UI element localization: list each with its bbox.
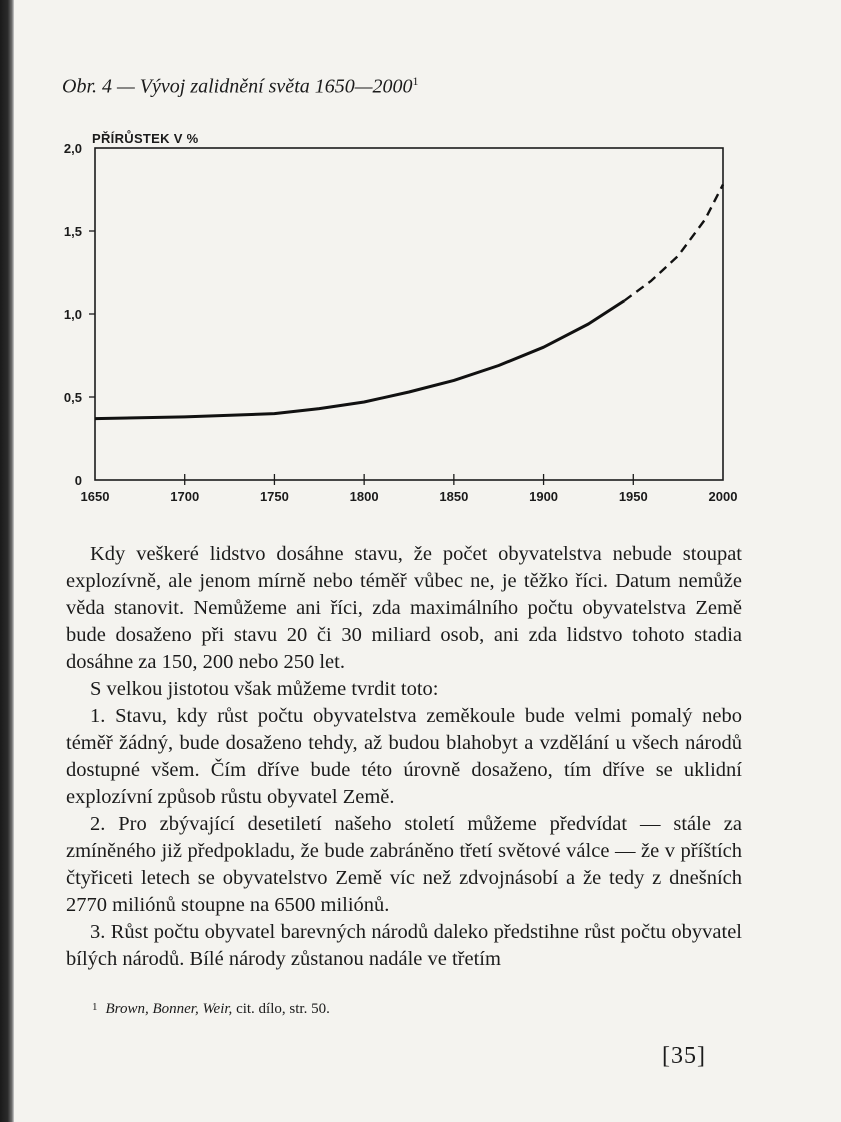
footnote-reference: 1	[412, 74, 419, 88]
footnote	[92, 1001, 330, 1018]
footnote-authors: Brown, Bonner, Weir,	[105, 1001, 233, 1017]
y-tick-label: 0	[74, 473, 82, 488]
x-tick-label: 1750	[259, 489, 289, 504]
x-tick-label: 2000	[708, 489, 738, 504]
footnote-source: cit. dílo, str. 50.	[232, 1001, 330, 1017]
x-tick-label: 1900	[529, 489, 559, 504]
page-number: [35]	[662, 1043, 706, 1069]
body-paragraph: 3. Růst počtu obyvatel barevných národů daleko předstihne růst počtu obyvatel bílých národů. Bílé národy zůstanou nadále ve třetím	[66, 921, 742, 970]
body-paragraph: S velkou jistotou však můžeme tvrdit toto:	[90, 678, 439, 700]
x-tick-label: 1650	[80, 489, 110, 504]
figure-caption	[62, 74, 662, 99]
body-paragraph: 2. Pro zbývající desetiletí našeho století můžeme předvídat — stále za zmíněného již předpokladu, že bude zabráněno třetí světové válce — že v příštích čtyřiceti letech se obyvatelstvo Země víc než zdvojnásobí a že tedy z dnešních 2770 miliónů stoupne na 6500 miliónů.	[66, 813, 742, 916]
figure-caption-text: Obr. 4 — Vývoj zalidnění světa 1650—2000	[62, 75, 413, 98]
population-growth-chart	[40, 138, 760, 518]
y-tick-label: 0,5	[63, 390, 82, 405]
y-tick-label: 1,0	[63, 307, 82, 322]
body-paragraph: Kdy veškeré lidstvo dosáhne stavu, že počet obyvatelstva nebude stoupat explozívně, ale jenom mírně nebo téměř vůbec ne, je těžko říci. Datum nemůže věda stanovit. Nemůžeme ani říci, zda maximálního počtu obyvatelstva Země bude dosaženo při stavu 20 či 30 miliard osob, ani zda lidstvo tohoto stadia dosáhne za 150, 200 nebo 250 let.	[66, 543, 742, 673]
plot-frame	[95, 148, 723, 480]
x-tick-label: 1950	[618, 489, 648, 504]
x-tick-label: 1850	[439, 489, 469, 504]
book-spine-shadow	[0, 0, 14, 1122]
chart-title: PŘÍRŮSTEK V %	[92, 131, 199, 146]
body-paragraph: 1. Stavu, kdy růst počtu obyvatelstva zeměkoule bude velmi pomalý nebo téměř žádný, bude dosaženo tehdy, až budou blahobyt a vzdělání u všech národů dostupné všem. Čím dříve bude této úrovně dosaženo, tím dříve se uklidní explozívní způsob růstu obyvatel Země.	[66, 705, 742, 808]
x-tick-label: 1800	[349, 489, 379, 504]
series-line-projection	[624, 185, 723, 301]
body-text	[66, 541, 742, 973]
series-line-actual	[95, 301, 624, 419]
x-tick-label: 1700	[170, 489, 200, 504]
y-tick-label: 1,5	[63, 224, 82, 239]
footnote-number: 1	[92, 1001, 98, 1013]
y-tick-label: 2,0	[63, 141, 82, 156]
